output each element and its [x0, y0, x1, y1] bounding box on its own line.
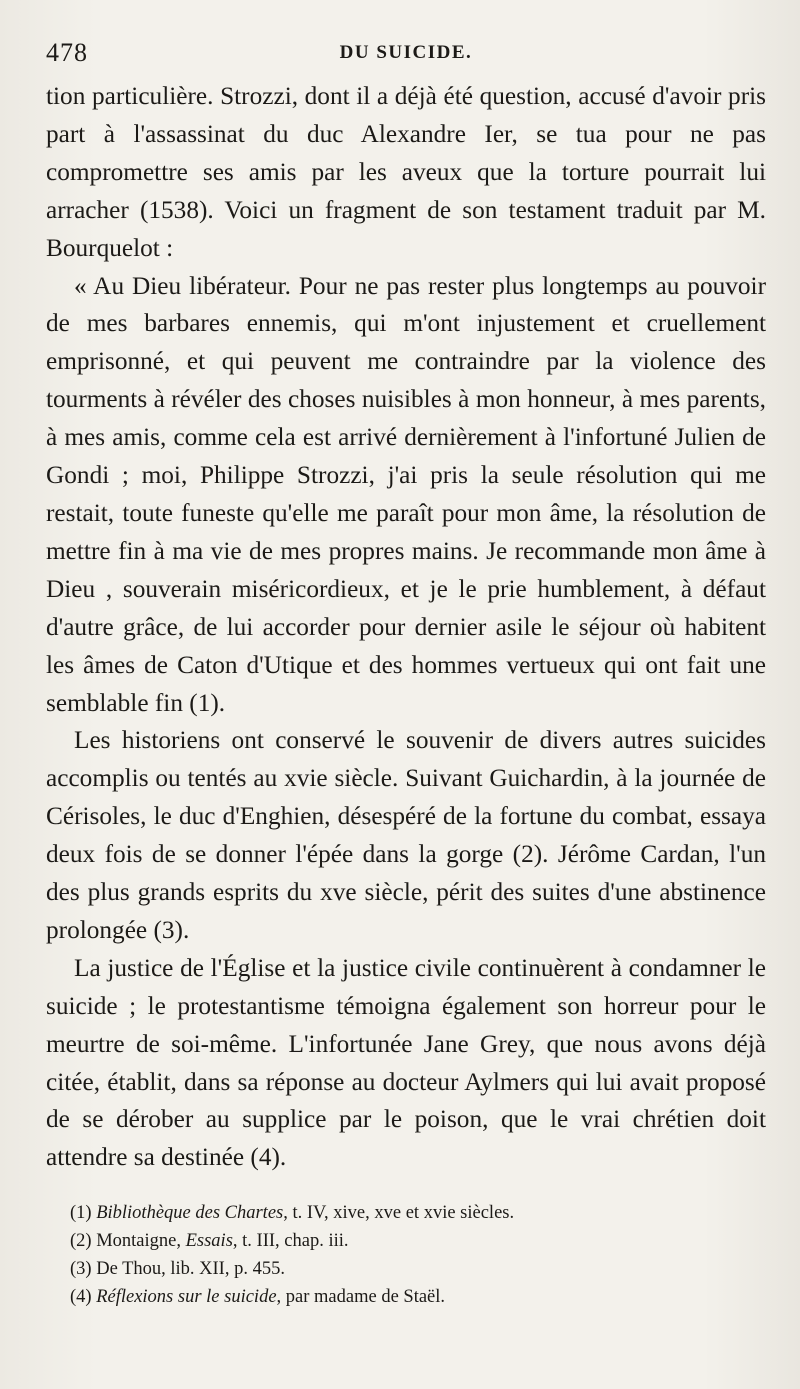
- paragraph-2: « Au Dieu libérateur. Pour ne pas rester plus longtemps au pouvoir de mes barbares ennemis, qui m'ont injustement et cruellement emprisonné, et qui peuvent me contraindre par la violence des tourments à révéler des choses nuisibles à mon honneur, à mes parents, à mes amis, comme cela est arrivé dernièrement à l'infortuné Julien de Gondi ; moi, Philippe Strozzi, j'ai pris la seule résolution qui me restait, toute funeste qu'elle me paraît pour mon âme, la résolution de mettre fin à ma vie de mes propres mains. Je recommande mon âme à Dieu , souverain miséricordieux, et je le prie humblement, à défaut d'autre grâce, de lui accorder pour dernier asile le séjour où habitent les âmes de Caton d'Utique et des hommes vertueux qui ont fait une semblable fin (1).: [46, 271, 766, 717]
- footnote-2: [46, 1227, 766, 1255]
- footnote-pre: De Thou, lib. XII, p. 455.: [96, 1259, 285, 1280]
- footnote-rest: , par madame de Staël.: [276, 1287, 446, 1308]
- page-header: [46, 34, 766, 78]
- footnote-rest: , t. III, chap. iii.: [232, 1231, 349, 1252]
- footnote-mark: (1): [70, 1203, 92, 1224]
- footnote-1: [46, 1199, 766, 1227]
- footnote-mark: (2): [70, 1231, 92, 1252]
- footnote-4: [46, 1283, 766, 1311]
- footnote-pre: Montaigne,: [96, 1231, 186, 1252]
- footnote-rest: , t. IV, xive, xve et xvie siècles.: [283, 1203, 515, 1224]
- footnote-title: Réflexions sur le suicide: [96, 1287, 277, 1308]
- paragraph-3: Les historiens ont conservé le souvenir de divers autres suicides accomplis ou tentés au xvie siècle. Suivant Guichardin, à la journée de Cérisoles, le duc d'Enghien, désespéré de la fortune du combat, essaya deux fois de se donner l'épée dans la gorge (2). Jérôme Cardan, l'un des plus grands esprits du xve siècle, périt des suites d'une abstinence prolongée (3).: [46, 726, 766, 944]
- footnote-title: Bibliothèque des Chartes: [96, 1203, 284, 1224]
- paragraph-1: tion particulière. Strozzi, dont il a déjà été question, accusé d'avoir pris part à l'assassinat du duc Alexandre Ier, se tua pour ne pas compromettre ses amis par les aveux que la torture pourrait lui arracher (1538). Voici un fragment de son testament traduit par M. Bourquelot :: [46, 82, 766, 262]
- paragraph-4: La justice de l'Église et la justice civile continuèrent à condamner le suicide ; le protestantisme témoigna également son horreur pour le meurtre de soi-même. L'infortunée Jane Grey, que nous avons déjà citée, établit, dans sa réponse au docteur Aylmers qui lui avait proposé de se dérober au supplice par le poison, que le vrai chrétien doit attendre sa destinée (4).: [46, 953, 766, 1172]
- body-text: [46, 78, 766, 1177]
- footnote-mark: (3): [70, 1259, 92, 1280]
- footnote-mark: (4): [70, 1287, 92, 1308]
- page-number: 478: [46, 38, 88, 67]
- footnote-title: Essais: [185, 1231, 233, 1252]
- footnote-3: [46, 1255, 766, 1283]
- footnotes: [46, 1199, 766, 1311]
- running-title: DU SUICIDE.: [339, 42, 473, 63]
